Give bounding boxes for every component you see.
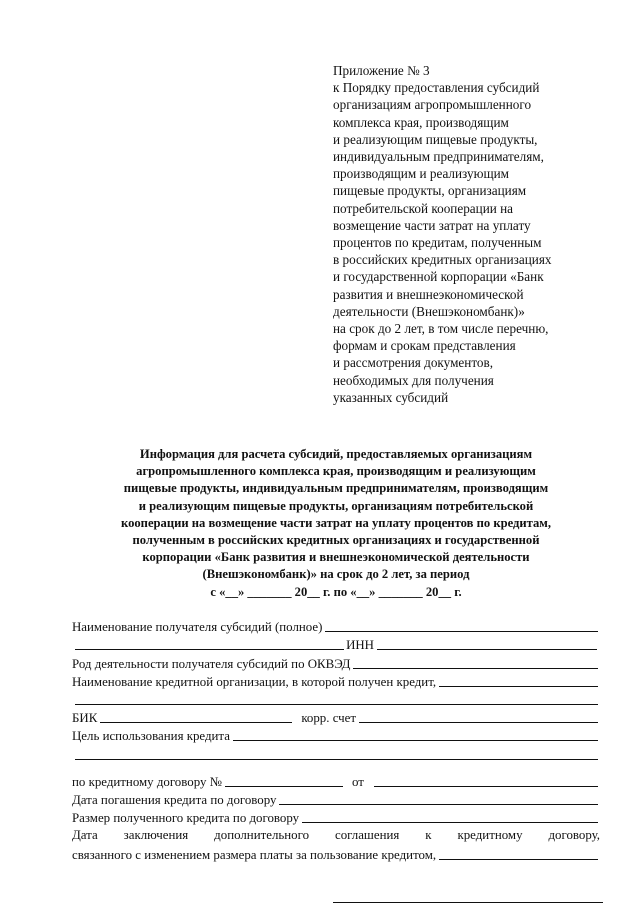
appendix-line: индивидуальным предпринимателям, [333,149,544,165]
credit-amount-label: Размер полученного кредита по договору [72,811,300,826]
document-heading [58,446,614,601]
appendix-line: указанных субсидий [333,389,449,405]
recipient-name-label: Наименование получателя субсидий (полное) [72,620,323,635]
heading-line: полученным в российских кредитных организациях и государственной [132,533,540,548]
appendix-line: комплекса края, производящим [333,114,509,130]
contract-date-label: от [351,774,364,789]
appendix-line: к Порядку предоставления субсидий [333,80,540,96]
appendix-line: в российских кредитных организациях [333,252,552,268]
inn-blank[interactable] [377,649,597,650]
inn-label: ИНН [346,638,374,653]
contract-date-blank[interactable] [374,786,598,787]
credit-amount-blank[interactable] [302,822,598,823]
appendix-line: Приложение № 3 [333,63,430,78]
appendix-line: формам и срокам представления [333,338,516,354]
bottom-divider [333,902,603,903]
corr-account-blank[interactable] [359,722,598,723]
contract-row [72,772,600,790]
contract-number-blank[interactable] [225,786,343,787]
recipient-name-blank[interactable] [325,631,598,632]
heading-line: Информация для расчета субсидий, предоставляемых организациям [139,447,533,461]
appendix-block [333,62,623,406]
repayment-date-blank[interactable] [279,804,598,805]
heading-line: и реализующим пищевые продукты, организациям потребительской [138,498,534,513]
credit-org-row [72,672,600,690]
supplementary-agreement-line-2: связанного с изменением размера платы за пользование кредитом, [72,847,437,862]
purpose-blank[interactable] [233,740,598,741]
purpose-blank-continued[interactable] [75,759,598,760]
heading-line: агропромышленного комплекса края, производящим и реализующим [136,464,536,479]
appendix-line: и реализующим пищевые продукты, [333,131,538,147]
credit-org-continued-row [72,690,600,708]
activity-blank[interactable] [353,668,598,669]
credit-amount-row [72,808,600,826]
appendix-line: развития и внешнеэкономической [333,286,524,302]
credit-org-blank-continued[interactable] [75,704,598,705]
recipient-name-blank-continued[interactable] [75,649,344,650]
corr-account-label: корр. счет [301,711,357,726]
appendix-line: и рассмотрения документов, [333,355,494,371]
bik-blank[interactable] [100,722,292,723]
supplementary-agreement-blank[interactable] [439,859,598,860]
appendix-line: пищевые продукты, организациям [333,183,527,199]
inn-row [72,635,600,653]
credit-org-blank[interactable] [439,686,598,687]
supplementary-agreement-line-1: Дата заключения дополнительного соглашения к кредитному договору, [72,828,600,843]
heading-period-line: с «__» _______ 20__ г. по «__» _______ 20__ г. [210,584,462,599]
appendix-line: организациям агропромышленного [333,97,532,113]
appendix-line: производящим и реализующим [333,166,509,182]
activity-label: Род деятельности получателя субсидий по ОКВЭД [72,656,351,671]
appendix-line: процентов по кредитам, полученным [333,235,542,251]
appendix-line: необходимых для получения [333,372,494,388]
activity-row [72,653,600,671]
purpose-label: Цель использования кредита [72,729,230,744]
info-form [72,617,600,863]
appendix-line: деятельности (Внешэкономбанк)» [333,303,525,319]
contract-number-label: по кредитному договору № [72,774,222,789]
heading-line: пищевые продукты, индивидуальным предпринимателям, производящим [123,481,549,496]
appendix-line: и государственной корпорации «Банк [333,269,544,285]
recipient-name-row [72,617,600,635]
heading-line: (Внешэкономбанк)» на срок до 2 лет, за период [202,567,470,582]
appendix-line: на срок до 2 лет, в том числе перечню, [333,321,549,337]
repayment-date-row [72,790,600,808]
purpose-row [72,726,600,744]
bik-row [72,708,600,726]
bik-label: БИК [72,711,98,726]
credit-org-label: Наименование кредитной организации, в которой получен кредит, [72,674,437,689]
appendix-line: возмещение части затрат на уплату [333,217,531,233]
heading-line: кооперации на возмещение части затрат на уплату процентов по кредитам, [121,515,551,530]
heading-line: корпорации «Банк развития и внешнеэкономической деятельности [142,550,530,565]
appendix-line: потребительской кооперации на [333,200,514,216]
supplementary-agreement-row [72,845,600,863]
repayment-date-label: Дата погашения кредита по договору [72,792,277,807]
purpose-continued-row [72,744,600,762]
